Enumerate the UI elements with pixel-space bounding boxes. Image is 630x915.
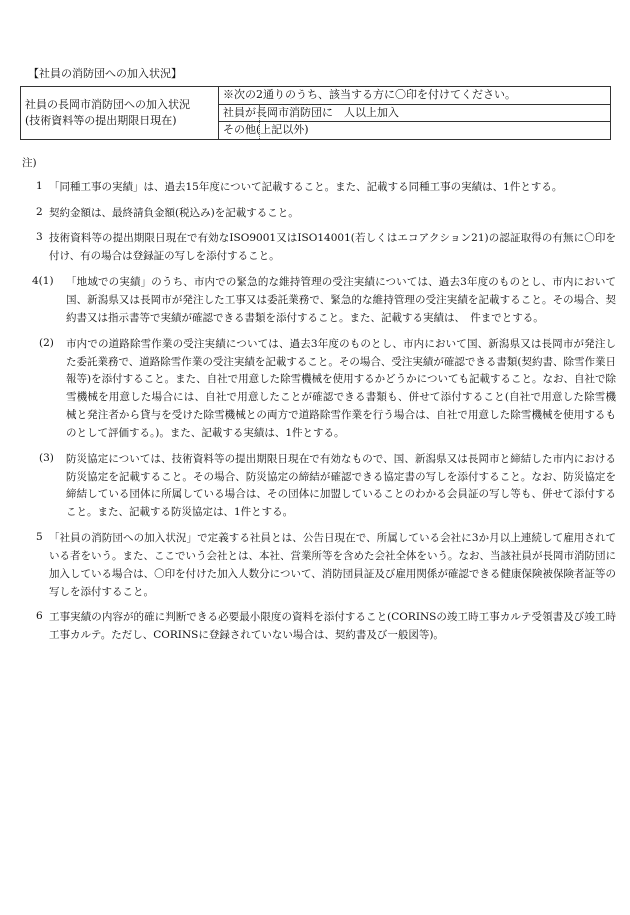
note-text: 「同種工事の実績」は、過去15年度について記載すること。また、記載する同種工事の実績は、1件とする。 bbox=[49, 180, 563, 193]
fire-brigade-status-table bbox=[20, 86, 611, 140]
note-text: 防災協定については、技術資料等の提出期限日現在で有効なもので、国、新潟県又は長岡市と締結した市内における防災協定を記載すること。その場合、防災協定の締結が確認できる協定書の写しを添付すること。なお、防災協定を締結している団体に所属している場合は、その団体に加盟していることのわかる会員証の写し等も、併せて添付すること。また、記載する防災協定は、1件とする。 bbox=[66, 452, 616, 519]
note-text: 「社員の消防団への加入状況」で定義する社員とは、公告日現在で、所属している会社に3か月以上連続して雇用されている者をいう。また、ここでいう会社とは、本社、営業所等を含めた会社全体をいう。なお、当該社員が長岡市消防団に加入している場合は、〇印を付けた加入人数分について、消防団員証及び雇用関係が確認できる健康保険被保険者証等の写しを添付すること。 bbox=[49, 532, 616, 598]
note-number: 5 bbox=[36, 531, 43, 544]
notes-title: 注) bbox=[22, 157, 37, 169]
note-text: 工事実績の内容が的確に判断できる必要最小限度の資料を添付すること(CORINSの竣工時工事カルテ受領書及び竣工時工事カルテ。ただし、CORINSに登録されていない場合は、契約書及び一般図等)。 bbox=[49, 611, 616, 642]
note-item bbox=[22, 230, 616, 266]
instruction-cell: ※次の2通りのうち、該当する方に〇印を付けてください。 bbox=[219, 87, 611, 105]
mark-column bbox=[259, 122, 260, 139]
status-label-line1: 社員の長岡市消防団への加入状況 bbox=[25, 98, 190, 112]
note-number: 3 bbox=[36, 231, 43, 244]
note-item bbox=[22, 451, 616, 522]
note-number: 4(1) bbox=[32, 275, 54, 288]
option-other[interactable] bbox=[219, 122, 611, 140]
note-number: 2 bbox=[36, 205, 43, 218]
status-label-cell bbox=[21, 87, 219, 140]
note-item bbox=[22, 274, 616, 328]
note-item bbox=[22, 336, 616, 443]
note-text: 契約金額は、最終請負金額(税込み)を記載すること。 bbox=[49, 206, 299, 219]
option-member-joined[interactable] bbox=[219, 104, 611, 122]
note-text: 市内での道路除雪作業の受注実績については、過去3年度のものとし、市内において国、新潟県又は長岡市が発注した委託業務で、道路除雪作業の受注実績を記載すること。その場合、受注実績が確認できる書類(契約書、除雪作業日報等)を添付すること。また、自社で用意した除雪機械を使用するかどうかについても記載すること。なお、自社で除雪機械を用意した場合には、自社で用意したことが確認できる書類も、併せて添付すること(自社で用意した除雪機械と発注者から貸与を受けた除雪機械との両方で道路除雪作業を行う場合は、自社で用意した除雪機械を使用するものとして評価する。)。また、記載する実績は、1件とする。 bbox=[66, 337, 616, 439]
status-label-line2: (技術資料等の提出期限日現在) bbox=[25, 113, 177, 127]
note-item bbox=[22, 609, 616, 645]
note-item bbox=[22, 205, 616, 223]
option-other-label: その他(上記以外) bbox=[223, 123, 309, 136]
note-number: 1 bbox=[36, 179, 43, 192]
note-number: 6 bbox=[36, 610, 43, 623]
note-item bbox=[22, 179, 616, 197]
note-text: 「地域での実績」のうち、市内での緊急的な維持管理の受注実績については、過去3年度のものとし、市内において国、新潟県又は長岡市が発注した工事又は委託業務で、緊急的な維持管理の受注実績を記載すること。その場合、契約書又は指示書等で実績が確認できる書類を添付すること。また、記載する実績は、 件までとする。 bbox=[66, 276, 616, 324]
notes-section bbox=[22, 156, 616, 653]
section-title: 【社員の消防団への加入状況】 bbox=[28, 67, 182, 80]
note-item bbox=[22, 530, 616, 601]
note-text: 技術資料等の提出期限日現在で有効なISO9001又はISO14001(若しくはエコアクション21)の認証取得の有無に〇印を付け、有の場合は登録証の写しを添付すること。 bbox=[49, 232, 616, 263]
note-number: (3) bbox=[39, 451, 54, 464]
option-member-joined-label: 社員が長岡市消防団に 人以上加入 bbox=[223, 105, 399, 119]
mark-column bbox=[259, 105, 260, 122]
note-number: (2) bbox=[39, 336, 54, 349]
